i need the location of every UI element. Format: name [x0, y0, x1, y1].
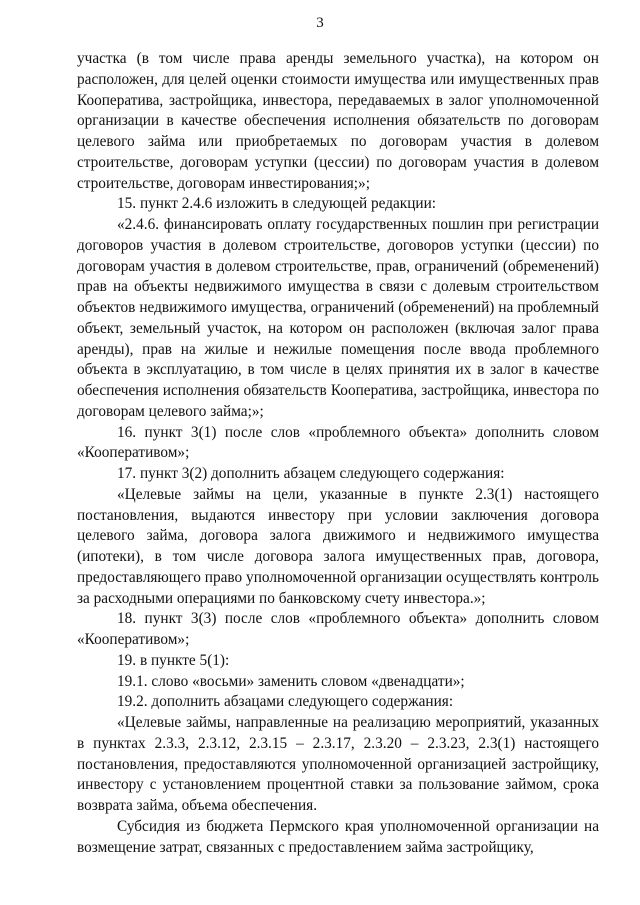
page-number: 3 [316, 15, 324, 31]
paragraph: «Целевые займы на цели, указанные в пункте 2.3(1) настоящего постановления, выдаются инвестору при условии заключения договора целевого займа, договора залога движимого и недвижимого имущества (ипотеки), в том числе договора залога имущественных прав, договора, предоставляющего право уполномоченной организации осуществлять контроль за расходными операциями по банковскому счету инвестора.»; [77, 485, 599, 607]
paragraph: участка (в том числе права аренды земельного участка), на котором он расположен, для целей оценки стоимости имущества или имущественных прав Кооператива, застройщика, инвестора, передаваемых в залог уполномоченной организации в качестве обеспечения исполнения обязательств по договорам целевого займа или приобретаемых по договорам участия в долевом строительстве, договорам уступки (цессии) по договорам участия в долевом строительстве, договорам инвестирования;»; [77, 50, 599, 192]
paragraph: 15. пункт 2.4.6 изложить в следующей редакции: [117, 195, 437, 213]
paragraph: 18. пункт 3(3) после слов «проблемного объекта» дополнить словом «Кооперативом»; [77, 610, 599, 648]
paragraph: 19. в пункте 5(1): [117, 651, 230, 669]
paragraph: 17. пункт 3(2) дополнить абзацем следующего содержания: [117, 465, 505, 482]
paragraph: Субсидия из бюджета Пермского края уполномоченной организации на возмещение затрат, связанных с предоставлением займа застройщику, [77, 817, 599, 856]
paragraph: 19.1. слово «восьми» заменить словом «двенадцати»; [117, 672, 465, 690]
paragraph: «Целевые займы, направленные на реализацию мероприятий, указанных в пунктах 2.3.3, 2.3.12, 2.3.15 – 2.3.17, 2.3.20 – 2.3.23, 2.3(1) настоящего постановления, предоставляются уполномоченной организацией застройщику, инвестору с установлением процентной ставки за пользование займом, срока возврата займа, объема обеспечения. [77, 714, 599, 814]
document-body [77, 49, 599, 858]
paragraph: 16. пункт 3(1) после слов «проблемного объекта» дополнить словом «Кооперативом»; [77, 423, 599, 462]
paragraph: «2.4.6. финансировать оплату государственных пошлин при регистрации договоров участия в долевом строительстве, договоров уступки (цессии) по договорам участия в долевом строительстве, прав, ограничений (обременений) прав на объекты недвижимого имущества в связи с долевым строительством объектов недвижимого имущества, ограничений (обременений) на проблемный объект, земельный участок, на котором он расположен (включая залог права аренды), прав на жилые и нежилые помещения после ввода проблемного объекта в эксплуатацию, в том числе в целях принятия их в залог в качестве обеспечения исполнения обязательств Кооператива, застройщика, инвестора по договорам целевого займа;»; [77, 216, 599, 420]
paragraph: 19.2. дополнить абзацами следующего содержания: [117, 693, 454, 711]
